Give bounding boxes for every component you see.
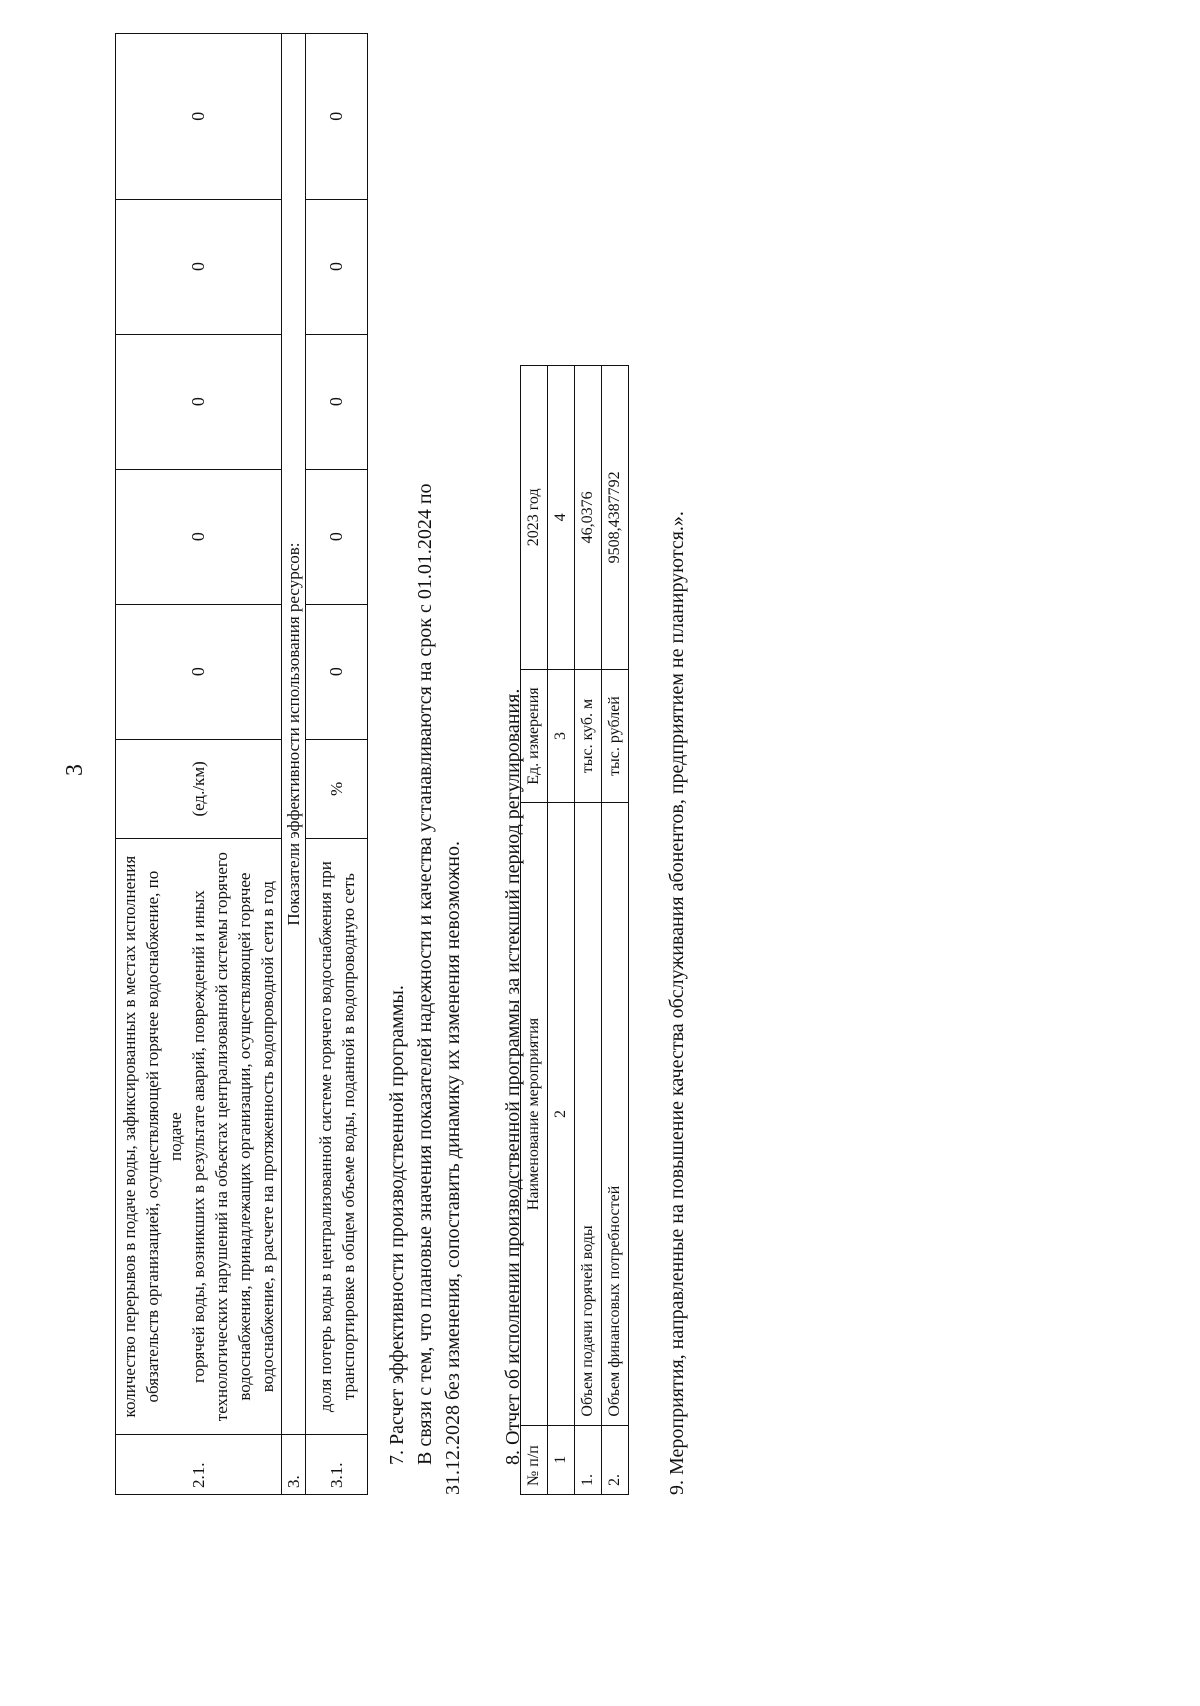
- section-7-paragraph-line: В связи с тем, что плановые значения показателей надежности и качества устанавливаются на срок с 01.01.2024 по: [414, 483, 436, 1465]
- header-cell: 2023 год: [521, 366, 548, 670]
- row-number: 2.: [602, 1425, 629, 1494]
- indicator-value: 0: [306, 604, 368, 739]
- report-header-row: [521, 366, 548, 1495]
- measure-name: Объем подачи горячей воды: [575, 803, 602, 1425]
- indicator-value: 0: [306, 469, 368, 604]
- indicator-name-line: горячей воды, возникших в результате аварий, повреждений и иных: [189, 890, 208, 1383]
- table-row-3-1: [306, 34, 368, 1495]
- report-column-numbers-row: [548, 366, 575, 1495]
- section-7-paragraph-line: 31.12.2028 без изменения, сопоставить динамику их изменения невозможно.: [442, 841, 464, 1495]
- measure-value: 9508,4387792: [602, 366, 629, 670]
- column-number-cell: 2: [548, 803, 575, 1425]
- indicator-name: [306, 839, 368, 1435]
- row-number: 3.1.: [306, 1435, 368, 1495]
- measure-value: 46,0376: [575, 366, 602, 670]
- indicator-name-line: технологических нарушений на объектах централизованной системы горячего: [212, 852, 231, 1422]
- column-number-cell: 4: [548, 366, 575, 670]
- header-cell: Наименование мероприятия: [521, 803, 548, 1425]
- row-number: 3.: [282, 1435, 306, 1495]
- indicator-name-line: обязательств организацией, осуществляющей горячее водоснабжение, по подаче: [143, 870, 185, 1403]
- column-number-cell: 3: [548, 669, 575, 803]
- indicator-value: 0: [306, 199, 368, 334]
- indicator-name-line: водоснабжение, в расчете на протяженность водопроводной сети в год: [258, 881, 277, 1393]
- table-row: [602, 366, 629, 1495]
- table-row-2-1: [116, 34, 282, 1495]
- indicator-value: 0: [116, 334, 282, 469]
- indicator-value: 0: [306, 34, 368, 200]
- header-cell: № п/п: [521, 1425, 548, 1494]
- section-8-title: 8. Отчет об исполнении производственной программы за истекший период регулирования.: [502, 688, 524, 1465]
- indicator-value: 0: [116, 469, 282, 604]
- indicators-table: [115, 33, 368, 1495]
- indicator-name-line: количество перерывов в подаче воды, зафиксированных в местах исполнения: [120, 855, 139, 1418]
- indicator-name: [116, 839, 282, 1435]
- indicator-name-line: доля потерь воды в централизованной системе горячего водоснабжения при: [315, 861, 335, 1413]
- section-subtitle-text: Показатели эффективности использования ресурсов:: [284, 542, 303, 926]
- table-row: [575, 366, 602, 1495]
- measure-unit: тыс. куб. м: [575, 669, 602, 803]
- indicator-value: 0: [306, 334, 368, 469]
- table-row-3: [282, 34, 306, 1495]
- row-number: 2.1.: [116, 1435, 282, 1495]
- indicator-value: 0: [116, 199, 282, 334]
- section-subtitle: [282, 34, 306, 1435]
- measure-unit: тыс. рублей: [602, 669, 629, 803]
- indicator-unit: (ед./км): [116, 739, 282, 838]
- section-7: [383, 25, 467, 1495]
- section-9: 9. Мероприятия, направленные на повышение качества обслуживания абонентов, предприятием не планируются.».: [666, 511, 688, 1495]
- rotated-document-content: [115, 0, 915, 1495]
- measure-name: Объем финансовых потребностей: [602, 803, 629, 1425]
- column-number-cell: 1: [548, 1425, 575, 1494]
- indicator-name-line: водоснабжения, принадлежащих организации, осуществляющей горячее: [235, 872, 254, 1401]
- indicator-value: 0: [116, 604, 282, 739]
- header-cell: Ед. измерения: [521, 669, 548, 803]
- indicator-unit: %: [306, 739, 368, 838]
- row-number: 1.: [575, 1425, 602, 1494]
- indicator-value: 0: [116, 34, 282, 200]
- page-number: 3: [62, 764, 88, 776]
- section-7-title: 7. Расчет эффективности производственной программы.: [386, 985, 408, 1465]
- indicator-name-line: транспортировке в общем объеме воды, поданной в водопроводную сеть: [338, 873, 358, 1401]
- report-table: [520, 365, 629, 1495]
